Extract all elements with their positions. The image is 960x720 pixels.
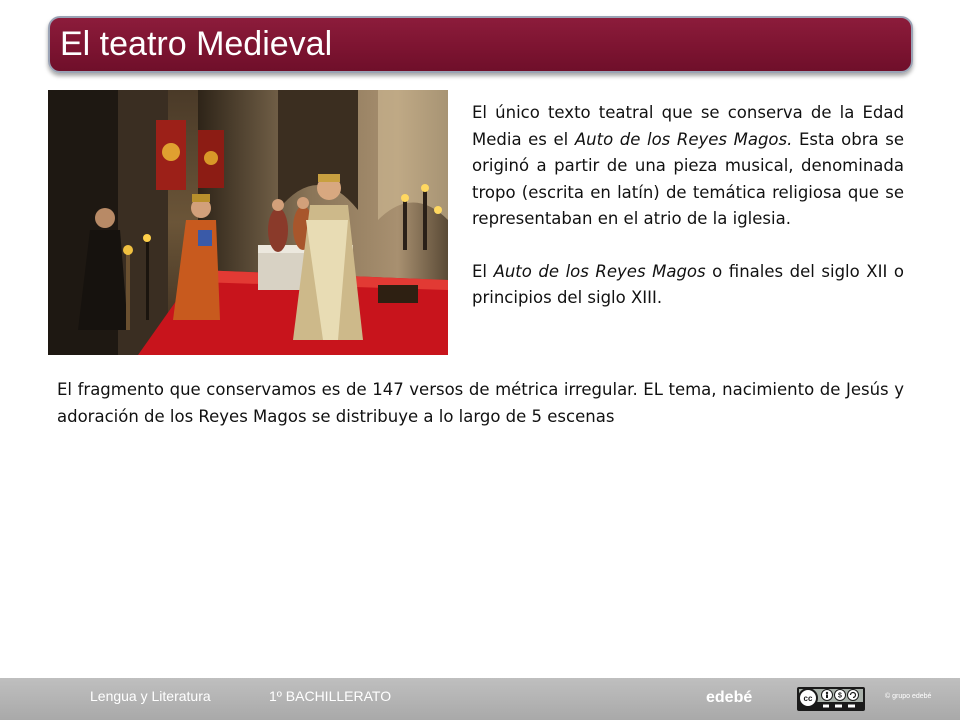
- footer-bar: [0, 678, 960, 720]
- intro-text-column: [472, 100, 904, 312]
- medieval-theatre-photo: [48, 90, 448, 355]
- paragraph-fragment: [57, 377, 904, 430]
- paragraph-text: El: [472, 261, 494, 281]
- footer-subject: Lengua y Literatura: [90, 688, 211, 704]
- paragraph-auto-reyes-magos: [472, 100, 904, 233]
- title-bar: [48, 16, 913, 73]
- work-title-italic: Auto de los Reyes Magos: [493, 261, 706, 281]
- copyright-text: © grupo edebé: [885, 693, 932, 700]
- paragraph-dating: [472, 259, 904, 312]
- paragraph-text: o finales del siglo XII o principios del siglo XIII.: [472, 261, 904, 307]
- page-title: El teatro Medieval: [60, 25, 333, 63]
- cc-by-nc-sa-icon: [797, 687, 865, 711]
- paragraph-text: El único texto teatral que se conserva de la Edad Media es el: [472, 103, 904, 149]
- brand-logo: edebé: [706, 689, 753, 706]
- svg-text:$: $: [838, 692, 842, 700]
- paragraph-text: Esta obra se originó a partir de una pieza musical, denominada tropo (escrita en latín) de temática religiosa que se representaban en el atrio de la iglesia.: [472, 129, 904, 228]
- work-title-italic: Auto de los Reyes Magos.: [574, 129, 793, 149]
- paragraph-text: El fragmento que conservamos es de 147 versos de métrica irregular. EL tema, nacimiento de Jesús y adoración de los Reyes Magos se distribuye a lo largo de 5 escenas: [57, 380, 904, 426]
- footer-course: 1º BACHILLERATO: [269, 688, 392, 704]
- svg-text:cc: cc: [803, 694, 813, 703]
